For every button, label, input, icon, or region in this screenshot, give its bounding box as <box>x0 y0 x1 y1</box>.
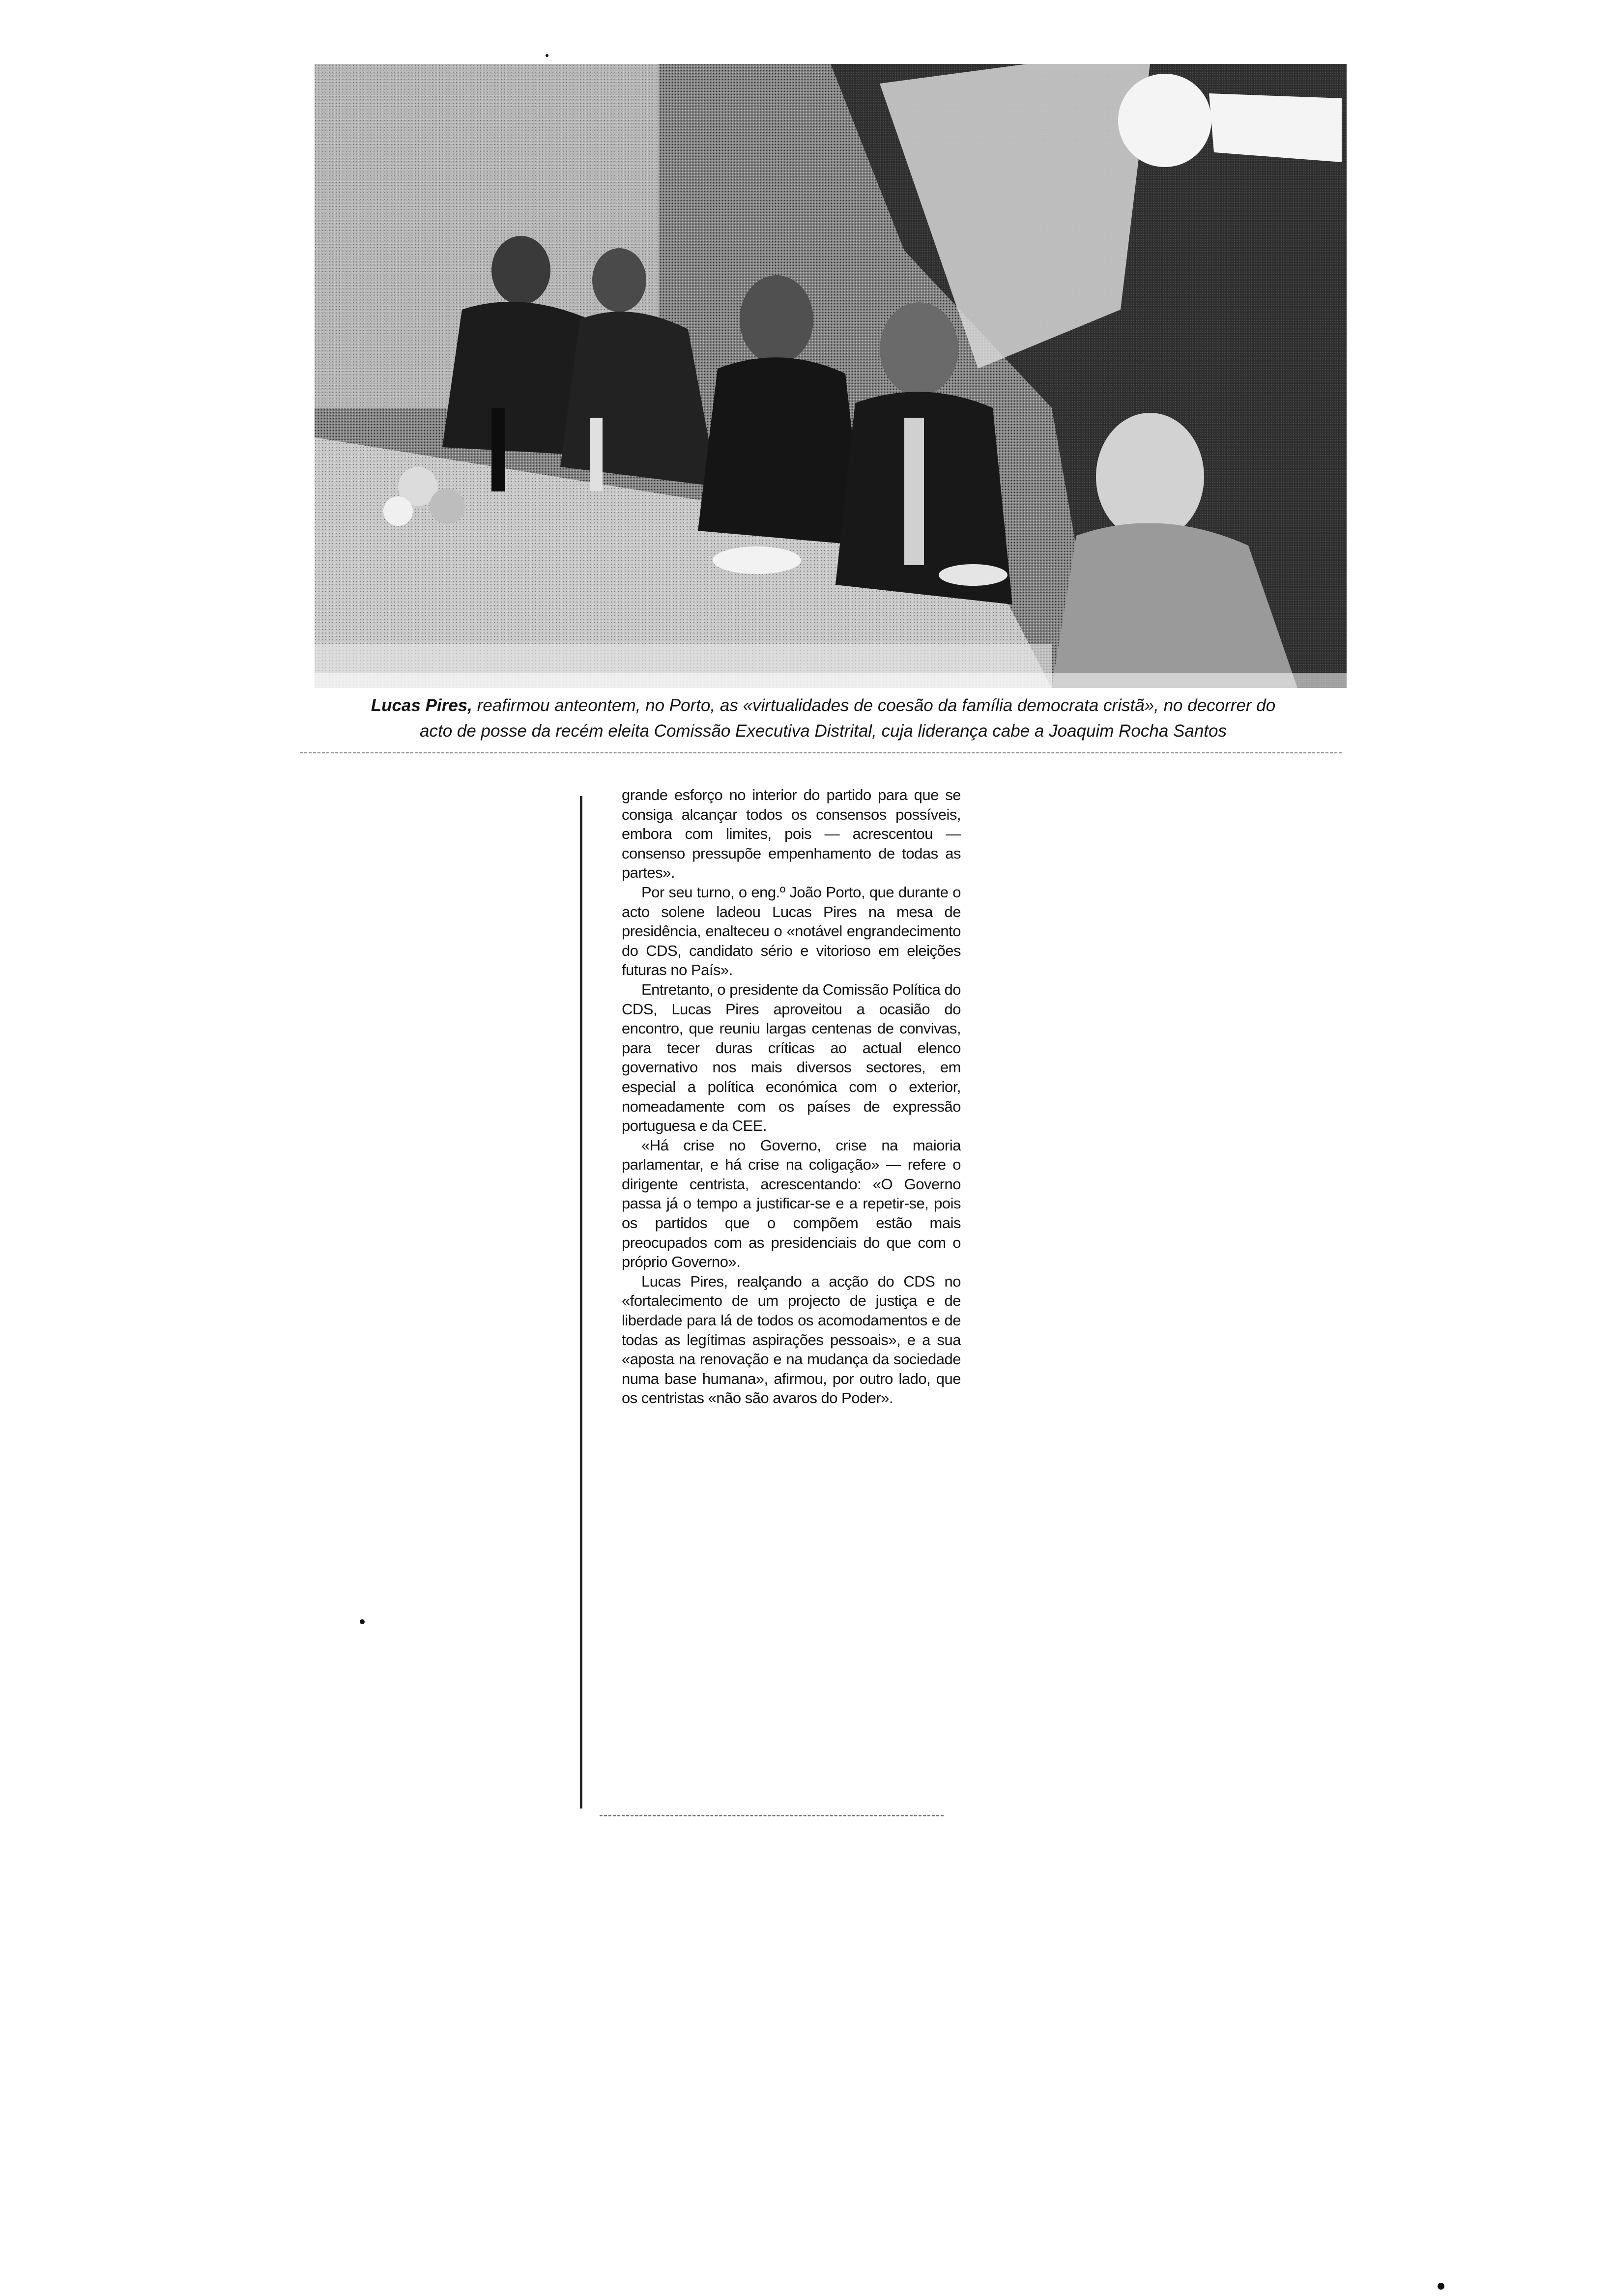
article-paragraph-5: Lucas Pires, realçando a acção do CDS no «fortalecimento de um projecto de justiça e de liberdade para lá de todos os acomodamentos e de todas as legítimas aspirações pessoais», e a sua «aposta na renovação e na mudança da sociedade numa base humana», afirmou, por outro lado, que os centristas «não são avaros do Poder». <box>622 1272 961 1407</box>
caption-line-2: acto de posse da recém eleita Comissão Executiva Distrital, cuja liderança cabe a Joaquim Rocha Santos <box>420 721 1227 741</box>
halftone-photo <box>315 64 1347 688</box>
clipping-edge <box>300 752 1342 756</box>
article-paragraph-1: grande esforço no interior do partido para que se consiga alcançar todos os consensos possíveis, embora com limites, pois — acrescentou — consenso pressupõe empenhamento de todas as partes». <box>622 786 961 882</box>
caption-line-1-text: reafirmou anteontem, no Porto, as «virtualidades de coesão da família democrata cristã», no decorrer do <box>472 696 1276 715</box>
photo-caption <box>295 693 1352 744</box>
article-paragraph-3: Entretanto, o presidente da Comissão Política do CDS, Lucas Pires aproveitou a ocasião do encontro, que reuniu largas centenas de convivas, para tecer duras críticas ao actual elenco governativo nos mais diversos sectores, em especial a política económica com o exterior, nomeadamente com os países de expressão portuguesa e da CEE. <box>622 980 961 1135</box>
caption-subject: Lucas Pires, <box>371 696 472 715</box>
news-photo <box>315 64 1347 688</box>
article-paragraph-2: Por seu turno, o eng.º João Porto, que durante o acto solene ladeou Lucas Pires na mesa de presidência, enalteceu o «notável engrandecimento do CDS, candidato sério e vitorioso em eleições futuras no País». <box>622 883 961 979</box>
scan-speck <box>546 54 548 57</box>
caption-line-1 <box>295 693 1352 718</box>
column-left-rule <box>580 796 582 1808</box>
article-paragraph-4: «Há crise no Governo, crise na maioria parlamentar, e há crise na coligação» — refere o dirigente centrista, acrescentando: «O Governo passa já o tempo a justificar-se e a repetir-se, pois os partidos que o compõem estão mais preocupados com as presidenciais do que com o próprio Governo». <box>622 1136 961 1271</box>
column-bottom-edge <box>600 1815 944 1818</box>
scan-speck <box>360 1619 365 1624</box>
article-column <box>622 785 961 1408</box>
scan-speck <box>1438 2283 1444 2290</box>
